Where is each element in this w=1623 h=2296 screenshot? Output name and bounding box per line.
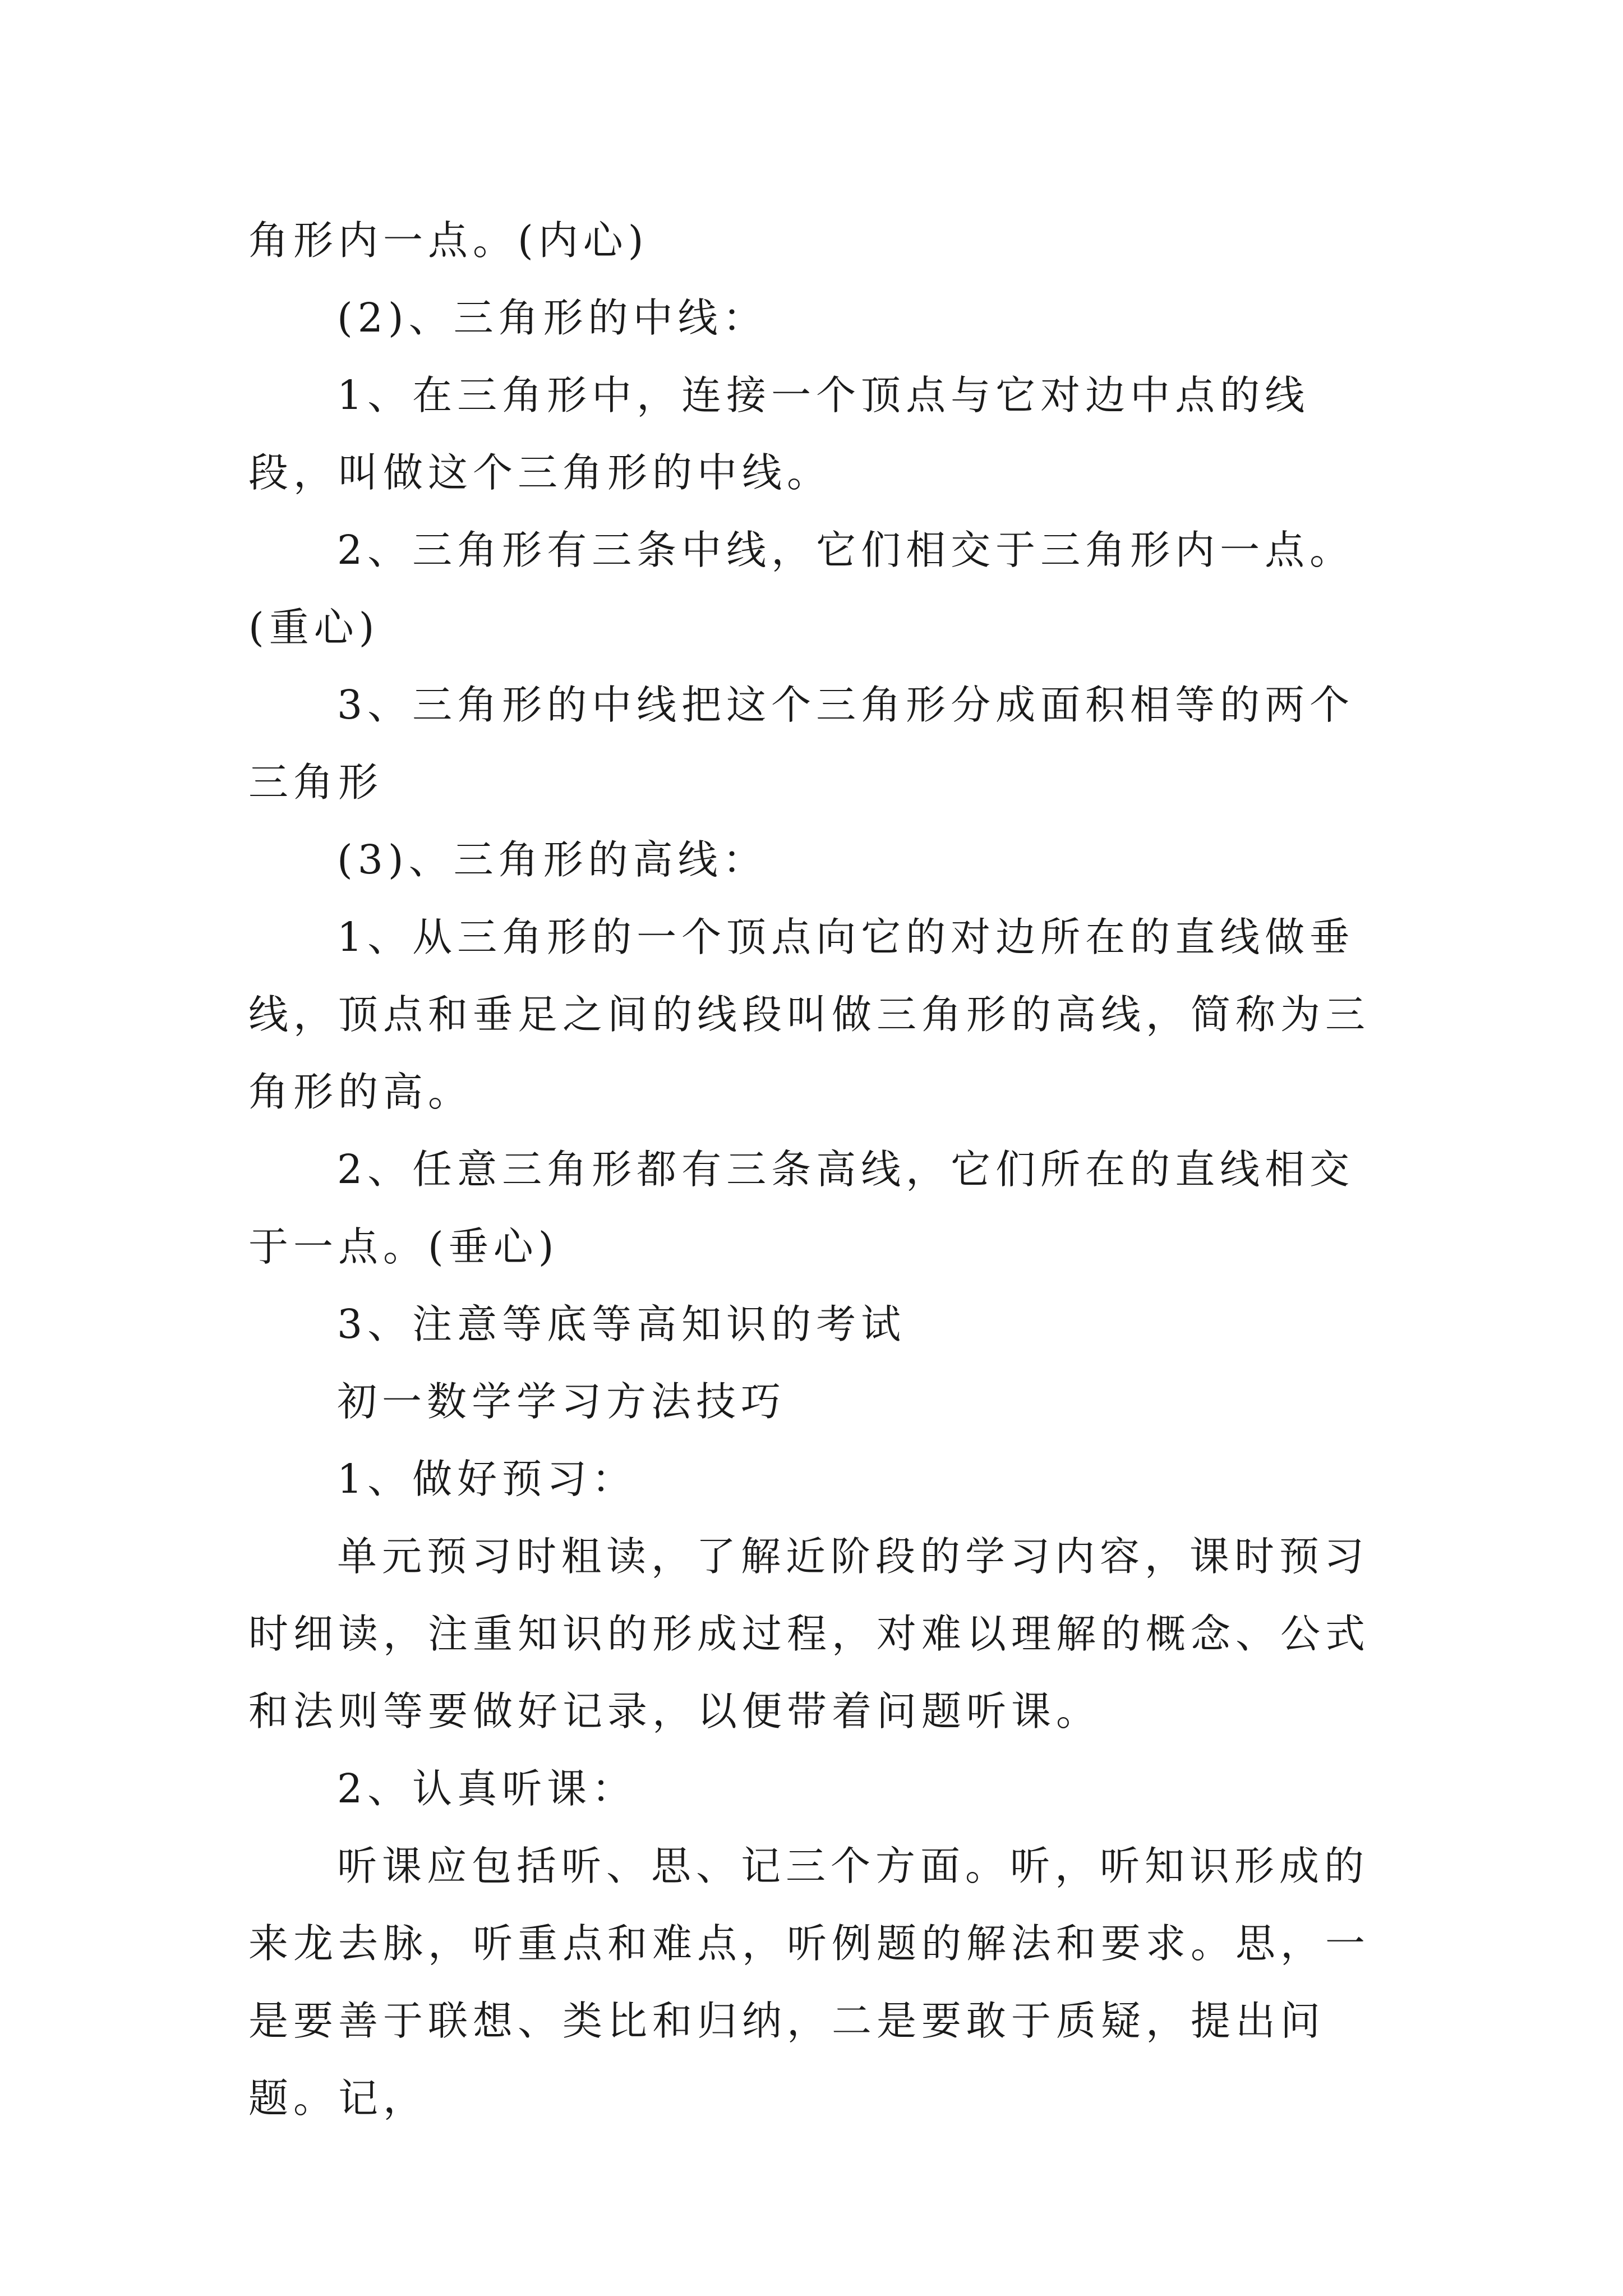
heading-median: (2)、三角形的中线：	[337, 295, 768, 341]
paragraph-listen: 听课应包括听、思、记三个方面。听，听知识形成的来龙去脉，听重点和难点，听例题的解法和要求。思，一是要善于联想、类比和归纳，二是要敢于质疑，提出问题。记，	[248, 1843, 1371, 2122]
paragraph-incenter-continuation: 角形内一点。(内心)	[248, 217, 649, 264]
paragraph-median-definition: 1、在三角形中，连接一个顶点与它对边中点的线段，叫做这个三角形的中线。	[248, 372, 1310, 496]
paragraph-preview: 单元预习时粗读，了解近阶段的学习内容，课时预习时细读，注重知识的形成过程，对难以理解的概念、公式和法则等要做好记录，以便带着问题听课。	[248, 1533, 1371, 1734]
section-title-study-methods: 初一数学学习方法技巧	[337, 1378, 786, 1425]
paragraph-altitude-orthocenter: 2、任意三角形都有三条高线，它们所在的直线相交于一点。(垂心)	[248, 1146, 1355, 1270]
paragraph-equal-base-height: 3、注意等底等高知识的考试	[337, 1301, 906, 1347]
paragraph-median-area: 3、三角形的中线把这个三角形分成面积相等的两个三角形	[248, 682, 1355, 806]
heading-altitude: (3)、三角形的高线：	[337, 836, 768, 883]
paragraph-median-centroid: 2、三角形有三条中线，它们相交于三角形内一点。(重心)	[248, 527, 1355, 651]
heading-preview: 1、做好预习：	[337, 1456, 637, 1502]
heading-listen: 2、认真听课：	[337, 1765, 637, 1812]
paragraph-altitude-definition: 1、从三角形的一个顶点向它的对边所在的直线做垂线，顶点和垂足之间的线段叫做三角形的高线，简称为三角形的高。	[248, 914, 1371, 1115]
